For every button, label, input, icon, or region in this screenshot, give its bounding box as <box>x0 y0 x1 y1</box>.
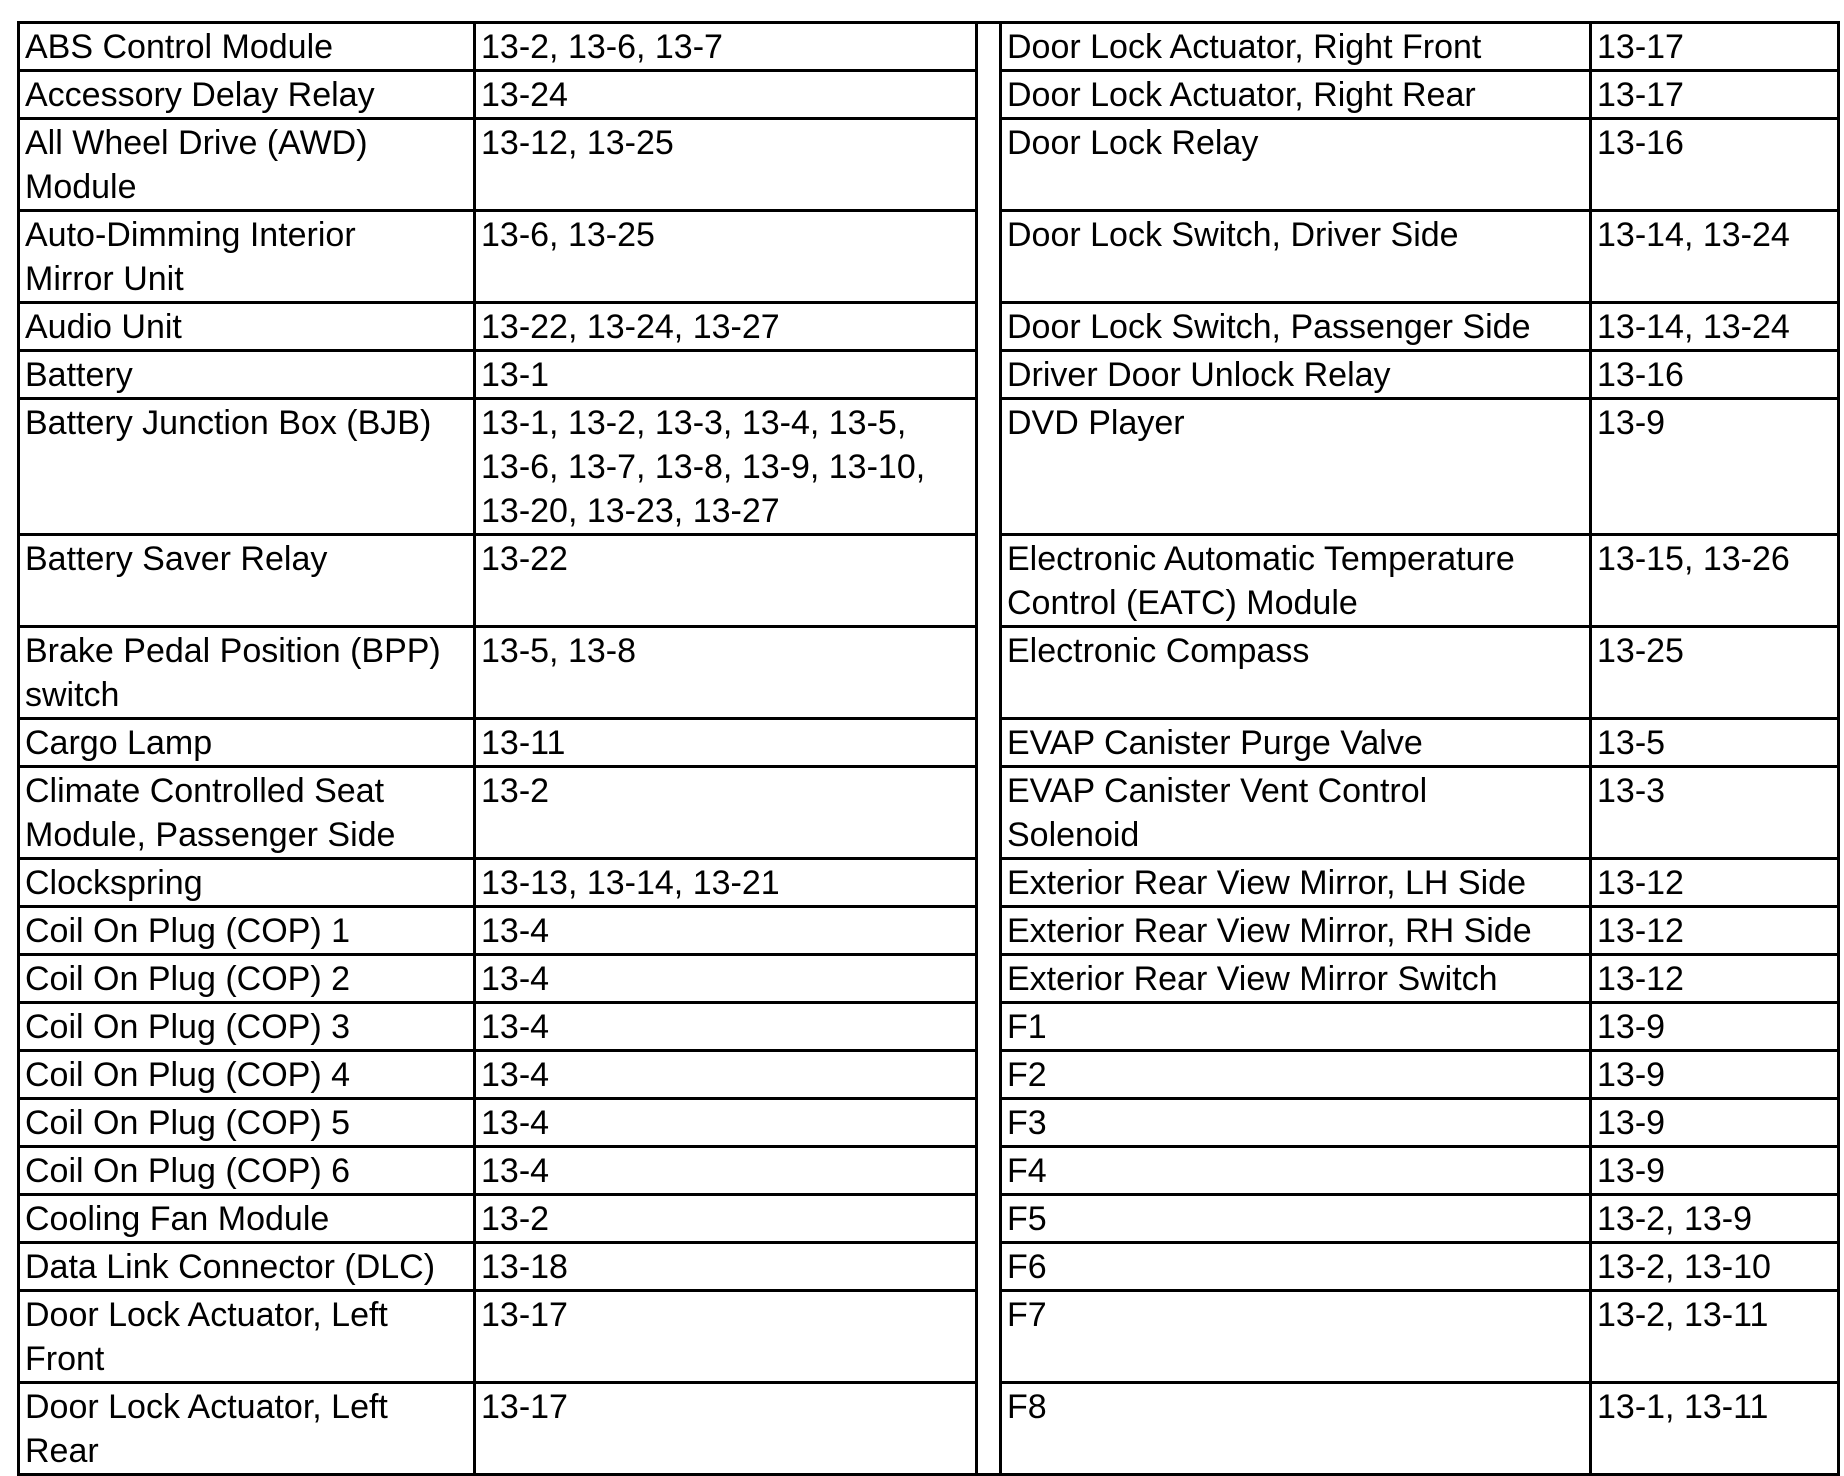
column-separator <box>977 211 1001 303</box>
table-row <box>19 719 1839 767</box>
left-page-refs: 13-1, 13-2, 13-3, 13-4, 13-5, 13-6, 13-7, 13-8, 13-9, 13-10, 13-20, 13-23, 13-27 <box>475 399 977 535</box>
left-component-name: Coil On Plug (COP) 1 <box>19 907 475 955</box>
left-page-refs: 13-2 <box>475 1195 977 1243</box>
column-separator <box>977 303 1001 351</box>
left-component-name: Door Lock Actuator, Left Rear <box>19 1383 475 1475</box>
left-component-name: All Wheel Drive (AWD) Module <box>19 119 475 211</box>
right-page-refs: 13-9 <box>1591 1051 1839 1099</box>
right-page-refs: 13-9 <box>1591 399 1839 535</box>
left-component-name: Coil On Plug (COP) 2 <box>19 955 475 1003</box>
right-component-name: Driver Door Unlock Relay <box>1001 351 1591 399</box>
left-component-name: Door Lock Actuator, Left Front <box>19 1291 475 1383</box>
table-row <box>19 351 1839 399</box>
right-page-refs: 13-12 <box>1591 859 1839 907</box>
left-component-name: Data Link Connector (DLC) <box>19 1243 475 1291</box>
table-row <box>19 955 1839 1003</box>
column-separator <box>977 767 1001 859</box>
right-page-refs: 13-12 <box>1591 955 1839 1003</box>
left-page-refs: 13-22, 13-24, 13-27 <box>475 303 977 351</box>
left-component-name: Accessory Delay Relay <box>19 71 475 119</box>
left-component-name: Cooling Fan Module <box>19 1195 475 1243</box>
left-page-refs: 13-13, 13-14, 13-21 <box>475 859 977 907</box>
table-row <box>19 1243 1839 1291</box>
table-row <box>19 23 1839 71</box>
column-separator <box>977 1099 1001 1147</box>
table-row <box>19 767 1839 859</box>
column-separator <box>977 1003 1001 1051</box>
column-separator <box>977 71 1001 119</box>
left-page-refs: 13-6, 13-25 <box>475 211 977 303</box>
column-separator <box>977 1195 1001 1243</box>
right-page-refs: 13-5 <box>1591 719 1839 767</box>
left-component-name: Battery Junction Box (BJB) <box>19 399 475 535</box>
right-component-name: Door Lock Actuator, Right Front <box>1001 23 1591 71</box>
left-page-refs: 13-4 <box>475 1099 977 1147</box>
table-row <box>19 1051 1839 1099</box>
table-row <box>19 1147 1839 1195</box>
column-separator <box>977 627 1001 719</box>
right-page-refs: 13-25 <box>1591 627 1839 719</box>
left-component-name: Clockspring <box>19 859 475 907</box>
left-component-name: Climate Controlled Seat Module, Passenger Side <box>19 767 475 859</box>
right-page-refs: 13-2, 13-11 <box>1591 1291 1839 1383</box>
column-separator <box>977 535 1001 627</box>
right-component-name: Exterior Rear View Mirror, RH Side <box>1001 907 1591 955</box>
right-component-name: Door Lock Actuator, Right Rear <box>1001 71 1591 119</box>
right-page-refs: 13-14, 13-24 <box>1591 211 1839 303</box>
column-separator <box>977 1383 1001 1475</box>
right-component-name: DVD Player <box>1001 399 1591 535</box>
left-page-refs: 13-17 <box>475 1291 977 1383</box>
left-component-name: Coil On Plug (COP) 4 <box>19 1051 475 1099</box>
right-component-name: F4 <box>1001 1147 1591 1195</box>
column-separator <box>977 1243 1001 1291</box>
right-page-refs: 13-2, 13-9 <box>1591 1195 1839 1243</box>
right-component-name: F6 <box>1001 1243 1591 1291</box>
left-component-name: Coil On Plug (COP) 5 <box>19 1099 475 1147</box>
table-row <box>19 1099 1839 1147</box>
right-page-refs: 13-17 <box>1591 23 1839 71</box>
right-component-name: Exterior Rear View Mirror, LH Side <box>1001 859 1591 907</box>
table-row <box>19 1195 1839 1243</box>
column-separator <box>977 859 1001 907</box>
left-component-name: ABS Control Module <box>19 23 475 71</box>
table-row <box>19 1383 1839 1475</box>
right-component-name: F1 <box>1001 1003 1591 1051</box>
left-component-name: Coil On Plug (COP) 3 <box>19 1003 475 1051</box>
column-separator <box>977 907 1001 955</box>
left-page-refs: 13-4 <box>475 1147 977 1195</box>
column-separator <box>977 351 1001 399</box>
right-page-refs: 13-12 <box>1591 907 1839 955</box>
right-page-refs: 13-15, 13-26 <box>1591 535 1839 627</box>
right-component-name: EVAP Canister Vent Control Solenoid <box>1001 767 1591 859</box>
table-row <box>19 1003 1839 1051</box>
left-component-name: Battery <box>19 351 475 399</box>
right-component-name: F8 <box>1001 1383 1591 1475</box>
left-page-refs: 13-4 <box>475 1003 977 1051</box>
left-component-name: Coil On Plug (COP) 6 <box>19 1147 475 1195</box>
left-component-name: Cargo Lamp <box>19 719 475 767</box>
right-component-name: F2 <box>1001 1051 1591 1099</box>
right-component-name: Electronic Compass <box>1001 627 1591 719</box>
left-page-refs: 13-4 <box>475 955 977 1003</box>
column-separator <box>977 119 1001 211</box>
table-row <box>19 303 1839 351</box>
right-page-refs: 13-14, 13-24 <box>1591 303 1839 351</box>
left-component-name: Auto-Dimming Interior Mirror Unit <box>19 211 475 303</box>
table-row <box>19 119 1839 211</box>
left-page-refs: 13-12, 13-25 <box>475 119 977 211</box>
table-row <box>19 535 1839 627</box>
right-component-name: F5 <box>1001 1195 1591 1243</box>
column-separator <box>977 1147 1001 1195</box>
table-row <box>19 211 1839 303</box>
right-page-refs: 13-9 <box>1591 1147 1839 1195</box>
right-page-refs: 13-9 <box>1591 1003 1839 1051</box>
column-separator <box>977 23 1001 71</box>
column-separator <box>977 719 1001 767</box>
left-component-name: Audio Unit <box>19 303 475 351</box>
table-row <box>19 1291 1839 1383</box>
column-separator <box>977 399 1001 535</box>
table-row <box>19 627 1839 719</box>
right-page-refs: 13-3 <box>1591 767 1839 859</box>
table-row <box>19 71 1839 119</box>
component-location-table <box>17 21 1840 1476</box>
table-body <box>19 23 1839 1475</box>
left-page-refs: 13-24 <box>475 71 977 119</box>
left-page-refs: 13-17 <box>475 1383 977 1475</box>
right-component-name: F3 <box>1001 1099 1591 1147</box>
right-component-name: EVAP Canister Purge Valve <box>1001 719 1591 767</box>
column-separator <box>977 1291 1001 1383</box>
right-page-refs: 13-9 <box>1591 1099 1839 1147</box>
right-component-name: Door Lock Switch, Driver Side <box>1001 211 1591 303</box>
right-page-refs: 13-16 <box>1591 351 1839 399</box>
right-component-name: Door Lock Relay <box>1001 119 1591 211</box>
right-page-refs: 13-1, 13-11 <box>1591 1383 1839 1475</box>
left-page-refs: 13-5, 13-8 <box>475 627 977 719</box>
left-page-refs: 13-22 <box>475 535 977 627</box>
left-page-refs: 13-2, 13-6, 13-7 <box>475 23 977 71</box>
table-row <box>19 399 1839 535</box>
right-component-name: F7 <box>1001 1291 1591 1383</box>
left-component-name: Brake Pedal Position (BPP) switch <box>19 627 475 719</box>
right-page-refs: 13-17 <box>1591 71 1839 119</box>
left-page-refs: 13-4 <box>475 907 977 955</box>
left-page-refs: 13-18 <box>475 1243 977 1291</box>
left-page-refs: 13-1 <box>475 351 977 399</box>
table-row <box>19 859 1839 907</box>
left-component-name: Battery Saver Relay <box>19 535 475 627</box>
right-page-refs: 13-16 <box>1591 119 1839 211</box>
right-component-name: Electronic Automatic Temperature Control (EATC) Module <box>1001 535 1591 627</box>
left-page-refs: 13-2 <box>475 767 977 859</box>
column-separator <box>977 955 1001 1003</box>
right-component-name: Exterior Rear View Mirror Switch <box>1001 955 1591 1003</box>
right-component-name: Door Lock Switch, Passenger Side <box>1001 303 1591 351</box>
table-row <box>19 907 1839 955</box>
component-index <box>17 21 1837 1476</box>
left-page-refs: 13-4 <box>475 1051 977 1099</box>
left-page-refs: 13-11 <box>475 719 977 767</box>
column-separator <box>977 1051 1001 1099</box>
right-page-refs: 13-2, 13-10 <box>1591 1243 1839 1291</box>
